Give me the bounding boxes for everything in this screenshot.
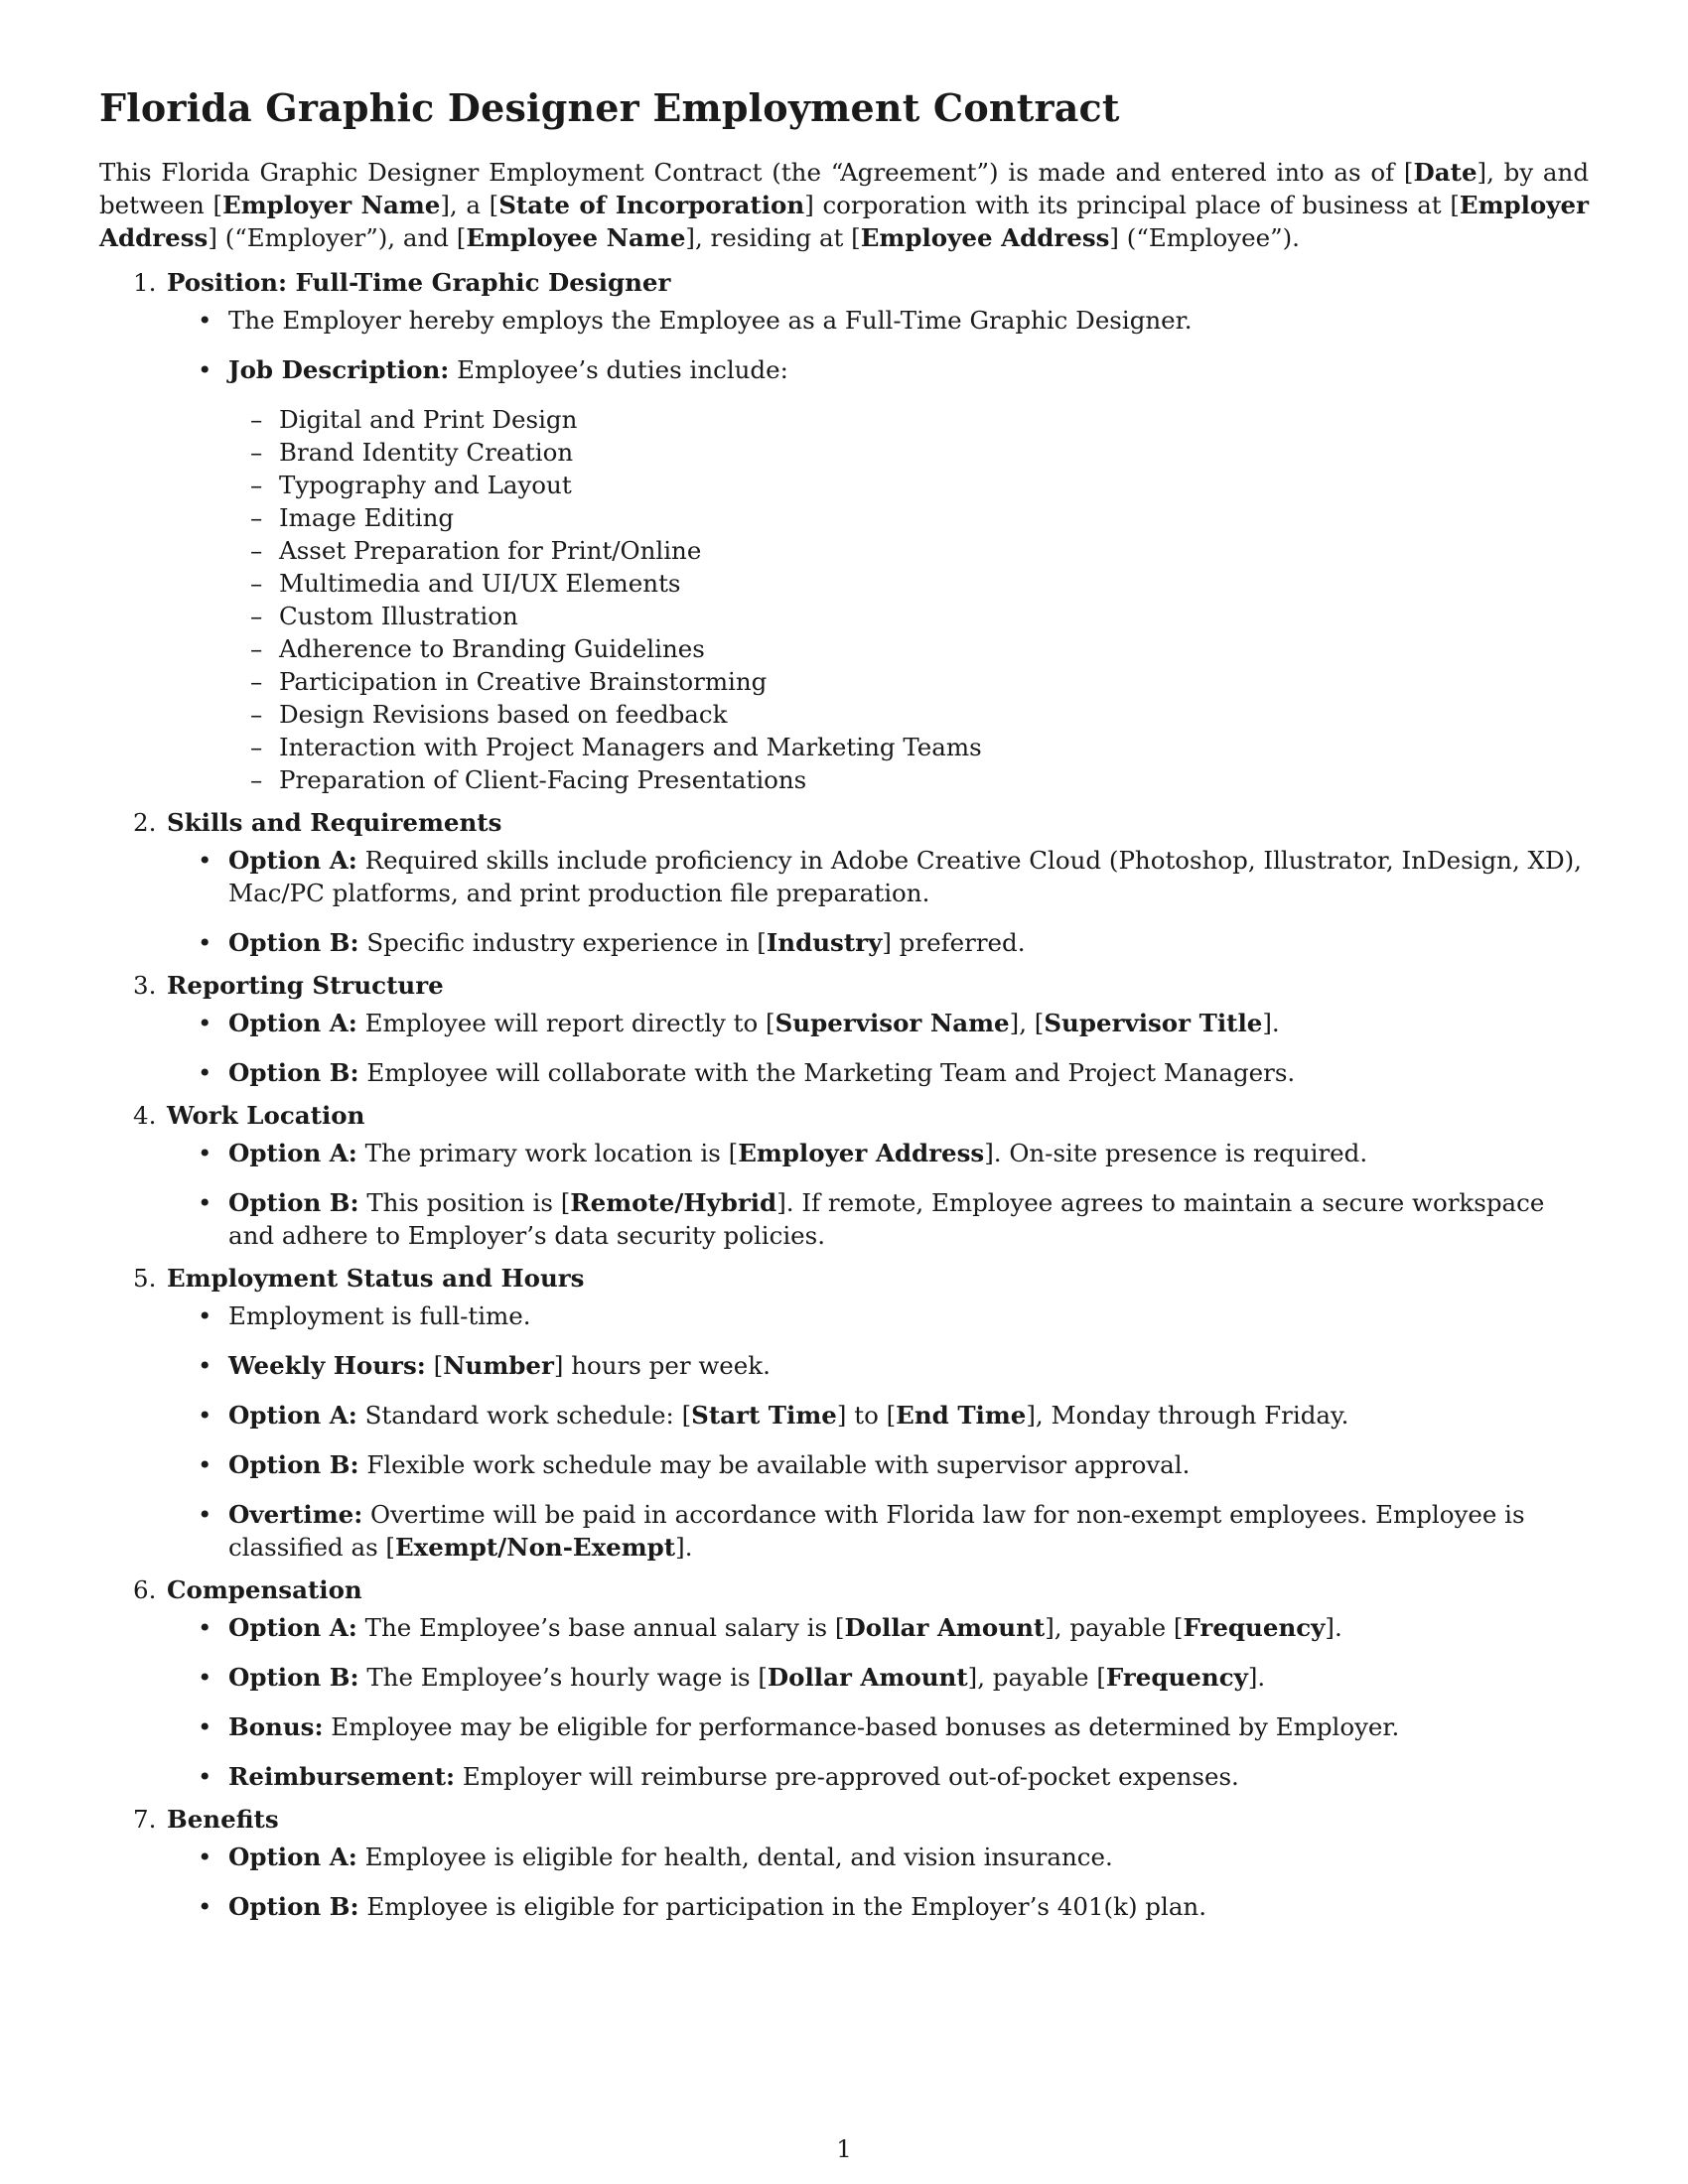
page-number: 1 <box>836 2134 852 2163</box>
duty-text: Image Editing <box>279 503 455 532</box>
duty-text: Custom Illustration <box>279 602 518 630</box>
duty-item <box>228 698 1589 731</box>
list-item <box>167 1399 1589 1432</box>
bullet-icon: • <box>198 928 212 957</box>
list-item <box>167 1299 1589 1332</box>
dash-icon: – <box>250 765 263 794</box>
item-text: ]. <box>1247 1663 1266 1692</box>
list-item <box>167 1760 1589 1793</box>
item-label: Option B: <box>228 1058 359 1087</box>
section-reporting <box>99 969 1589 1089</box>
list-item <box>167 353 1589 796</box>
bullet-icon: • <box>198 306 212 335</box>
item-text: Employment is full-time. <box>228 1301 531 1330</box>
item-text: ], payable [ <box>967 1663 1106 1692</box>
item-text: ] hours per week. <box>553 1351 771 1380</box>
duty-text: Asset Preparation for Print/Online <box>279 536 702 565</box>
intro-text: ], by and between [ <box>99 158 1589 219</box>
duty-item <box>228 600 1589 632</box>
item-text: Overtime will be paid in accordance with Florida law for non-exempt employees. Employee is classified as [ <box>228 1500 1525 1562</box>
dash-icon: – <box>250 569 263 598</box>
intro-text: This Florida Graphic Designer Employment Contract (the “Agreement”) is made and entered into as of [ <box>99 158 1414 187</box>
item-text: Required skills include proficiency in Adobe Creative Cloud (Photoshop, Illustrator, InDesign, XD), Mac/PC platforms, and print production file preparation. <box>228 846 1582 907</box>
duty-text: Participation in Creative Brainstorming <box>279 667 768 696</box>
placeholder-employer-address: Employer Address <box>738 1139 985 1167</box>
bullet-icon: • <box>198 1188 212 1217</box>
list-item <box>167 926 1589 959</box>
bullet-list <box>167 1299 1589 1564</box>
item-label: Option B: <box>228 1663 359 1692</box>
bullet-list <box>167 1841 1589 1923</box>
placeholder-exempt-status: Exempt/Non-Exempt <box>394 1533 676 1562</box>
section-skills <box>99 806 1589 959</box>
item-text: Employee will report directly to [ <box>356 1009 775 1037</box>
intro-text: ] (“Employee”). <box>1109 223 1300 252</box>
placeholder-employee-address: Employee Address <box>860 223 1110 252</box>
bullet-icon: • <box>198 1500 212 1529</box>
duty-text: Design Revisions based on feedback <box>279 700 728 729</box>
item-label: Option B: <box>228 1188 359 1217</box>
item-text: Employer will reimburse pre-approved out-of-pocket expenses. <box>455 1762 1239 1791</box>
item-text: ] preferred. <box>882 928 1026 957</box>
list-item <box>167 1186 1589 1252</box>
bullet-icon: • <box>198 1892 212 1921</box>
intro-text: ], residing at [ <box>685 223 861 252</box>
duty-item <box>228 763 1589 796</box>
item-text: This position is [ <box>358 1188 571 1217</box>
dash-icon: – <box>250 667 263 696</box>
section-number: 1. <box>133 268 157 297</box>
item-text: Employee’s duties include: <box>449 355 788 384</box>
section-number: 6. <box>133 1575 157 1604</box>
placeholder-frequency: Frequency <box>1183 1613 1326 1642</box>
duty-item <box>228 501 1589 534</box>
item-label: Option A: <box>228 1139 357 1167</box>
bullet-list <box>167 304 1589 796</box>
intro-text: ] corporation with its principal place of business at [ <box>804 191 1460 219</box>
duty-text: Adherence to Branding Guidelines <box>279 634 705 663</box>
list-item <box>167 304 1589 337</box>
placeholder-date: Date <box>1413 158 1477 187</box>
section-number: 2. <box>133 808 157 837</box>
item-label: Option A: <box>228 1843 357 1871</box>
section-title: Reporting Structure <box>167 971 444 1000</box>
dash-icon: – <box>250 405 263 434</box>
list-item <box>167 1710 1589 1743</box>
item-label: Job Description: <box>228 355 450 384</box>
item-label: Option B: <box>228 1892 359 1921</box>
item-text: ], Monday through Friday. <box>1026 1401 1349 1430</box>
item-text: Specific industry experience in [ <box>358 928 767 957</box>
item-label: Option B: <box>228 928 359 957</box>
duty-item <box>228 567 1589 600</box>
dash-icon: – <box>250 536 263 565</box>
item-text: The Employer hereby employs the Employee as a Full-Time Graphic Designer. <box>228 306 1193 335</box>
item-text: ]. <box>1262 1009 1280 1037</box>
dash-icon: – <box>250 503 263 532</box>
item-text: ], payable [ <box>1045 1613 1184 1642</box>
placeholder-dollar-amount: Dollar Amount <box>767 1663 968 1692</box>
dash-icon: – <box>250 700 263 729</box>
intro-paragraph <box>99 156 1589 254</box>
list-item <box>167 844 1589 909</box>
placeholder-remote-hybrid: Remote/Hybrid <box>570 1188 777 1217</box>
list-item <box>167 1448 1589 1481</box>
list-item <box>167 1661 1589 1694</box>
item-text: ] to [ <box>836 1401 897 1430</box>
item-label: Overtime: <box>228 1500 363 1529</box>
placeholder-frequency: Frequency <box>1105 1663 1248 1692</box>
section-title: Position: Full-Time Graphic Designer <box>167 268 671 297</box>
placeholder-employee-name: Employee Name <box>466 223 686 252</box>
item-text: ], [ <box>1009 1009 1045 1037</box>
placeholder-dollar-amount: Dollar Amount <box>844 1613 1046 1642</box>
list-item <box>167 1349 1589 1382</box>
item-text: The Employee’s hourly wage is [ <box>358 1663 768 1692</box>
duty-item <box>228 534 1589 567</box>
placeholder-supervisor-name: Supervisor Name <box>774 1009 1010 1037</box>
item-text: The Employee’s base annual salary is [ <box>356 1613 845 1642</box>
duty-item <box>228 632 1589 665</box>
list-item <box>167 1007 1589 1039</box>
duty-text: Interaction with Project Managers and Marketing Teams <box>279 733 982 761</box>
placeholder-start-time: Start Time <box>691 1401 837 1430</box>
section-number: 7. <box>133 1805 157 1834</box>
dash-icon: – <box>250 602 263 630</box>
bullet-icon: • <box>198 1009 212 1037</box>
bullet-icon: • <box>198 1450 212 1479</box>
section-title: Compensation <box>167 1575 362 1604</box>
item-text: [ <box>425 1351 444 1380</box>
section-compensation <box>99 1573 1589 1793</box>
document-page <box>99 85 1589 1933</box>
bullet-list <box>167 1007 1589 1089</box>
placeholder-industry: Industry <box>766 928 883 957</box>
bullet-list <box>167 1137 1589 1252</box>
duty-text: Typography and Layout <box>279 471 572 499</box>
section-position <box>99 266 1589 796</box>
item-text: ]. If remote, Employee agrees to maintain a secure workspace and adhere to Employer’s data security policies. <box>228 1188 1545 1250</box>
bullet-icon: • <box>198 1139 212 1167</box>
bullet-icon: • <box>198 1712 212 1741</box>
item-text: Employee is eligible for participation in the Employer’s 401(k) plan. <box>358 1892 1206 1921</box>
bullet-icon: • <box>198 1613 212 1642</box>
placeholder-supervisor-title: Supervisor Title <box>1044 1009 1263 1037</box>
section-number: 3. <box>133 971 157 1000</box>
duty-item <box>228 665 1589 698</box>
bullet-icon: • <box>198 1058 212 1087</box>
item-text: The primary work location is [ <box>356 1139 739 1167</box>
duty-item <box>228 403 1589 436</box>
duty-item <box>228 469 1589 501</box>
item-label: Reimbursement: <box>228 1762 456 1791</box>
dash-icon: – <box>250 634 263 663</box>
placeholder-employer-address: Employer Address <box>99 191 1589 252</box>
item-label: Option A: <box>228 846 357 875</box>
bullet-icon: • <box>198 1401 212 1430</box>
list-item <box>167 1611 1589 1644</box>
item-label: Option B: <box>228 1450 359 1479</box>
document-title: Florida Graphic Designer Employment Contract <box>99 85 1120 130</box>
section-number: 4. <box>133 1101 157 1130</box>
section-list <box>99 266 1589 1923</box>
duty-item <box>228 731 1589 763</box>
item-label: Bonus: <box>228 1712 324 1741</box>
placeholder-employer-name: Employer Name <box>222 191 441 219</box>
item-text: Standard work schedule: [ <box>356 1401 692 1430</box>
section-benefits <box>99 1803 1589 1923</box>
duty-text: Brand Identity Creation <box>279 438 574 467</box>
bullet-icon: • <box>198 1301 212 1330</box>
bullet-list <box>167 1611 1589 1793</box>
item-text: Flexible work schedule may be available with supervisor approval. <box>358 1450 1191 1479</box>
bullet-icon: • <box>198 355 212 384</box>
dash-icon: – <box>250 733 263 761</box>
section-number: 5. <box>133 1264 157 1293</box>
bullet-icon: • <box>198 1843 212 1871</box>
list-item <box>167 1498 1589 1564</box>
duties-list <box>228 403 1589 796</box>
intro-text: ], a [ <box>440 191 499 219</box>
item-label: Option A: <box>228 1613 357 1642</box>
item-text: Employee will collaborate with the Marketing Team and Project Managers. <box>358 1058 1296 1087</box>
section-title: Employment Status and Hours <box>167 1264 585 1293</box>
item-text: ]. <box>675 1533 693 1562</box>
placeholder-state: State of Incorporation <box>498 191 805 219</box>
bullet-icon: • <box>198 846 212 875</box>
list-item <box>167 1137 1589 1169</box>
section-title: Skills and Requirements <box>167 808 502 837</box>
bullet-list <box>167 844 1589 959</box>
item-label: Option A: <box>228 1009 357 1037</box>
duty-text: Multimedia and UI/UX Elements <box>279 569 681 598</box>
section-title: Benefits <box>167 1805 279 1834</box>
placeholder-number: Number <box>443 1351 554 1380</box>
item-text: ]. <box>1325 1613 1342 1642</box>
duty-item <box>228 436 1589 469</box>
item-text: Employee may be eligible for performance-based bonuses as determined by Employer. <box>323 1712 1400 1741</box>
section-work-location <box>99 1099 1589 1252</box>
duty-text: Digital and Print Design <box>279 405 578 434</box>
item-text: ]. On-site presence is required. <box>984 1139 1368 1167</box>
item-label: Option A: <box>228 1401 357 1430</box>
section-status-hours <box>99 1262 1589 1564</box>
placeholder-end-time: End Time <box>896 1401 1027 1430</box>
dash-icon: – <box>250 438 263 467</box>
duty-text: Preparation of Client-Facing Presentations <box>279 765 807 794</box>
bullet-icon: • <box>198 1762 212 1791</box>
section-title: Work Location <box>167 1101 365 1130</box>
bullet-icon: • <box>198 1351 212 1380</box>
item-text: Employee is eligible for health, dental, and vision insurance. <box>356 1843 1113 1871</box>
list-item <box>167 1841 1589 1873</box>
dash-icon: – <box>250 471 263 499</box>
list-item <box>167 1056 1589 1089</box>
bullet-icon: • <box>198 1663 212 1692</box>
item-label: Weekly Hours: <box>228 1351 426 1380</box>
intro-text: ] (“Employer”), and [ <box>208 223 467 252</box>
list-item <box>167 1890 1589 1923</box>
